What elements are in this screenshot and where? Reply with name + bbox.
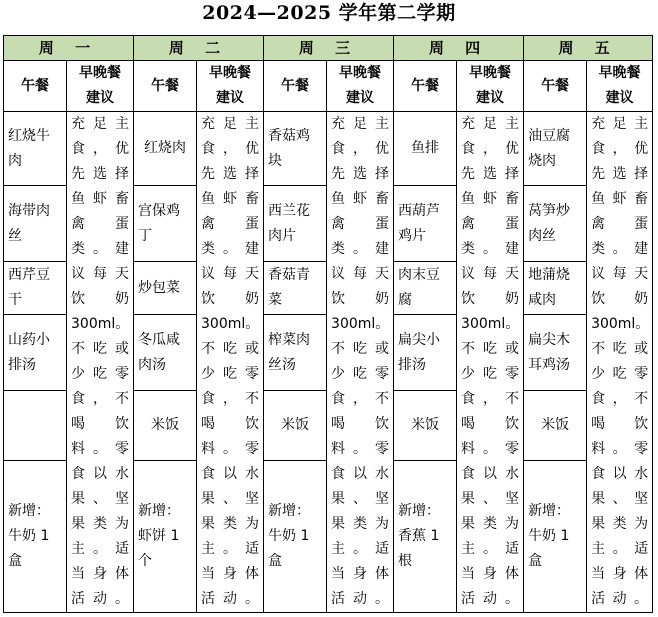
extra-item-cell: 新增：香蕉 1 根 xyxy=(394,460,457,612)
lunch-dish-cell: 扁尖木耳鸡汤 xyxy=(524,315,587,391)
menu-row xyxy=(4,112,653,186)
advice-line: 少吃零 xyxy=(331,366,390,382)
advice-line: 先选择 xyxy=(331,166,390,182)
advice-line: 禽 蛋 xyxy=(461,216,520,232)
advice-line: 少吃零 xyxy=(591,366,649,382)
lunch-dish-cell: 肉末豆腐 xyxy=(394,262,457,315)
advice-line: 禽 蛋 xyxy=(591,216,649,232)
advice-line: 喝 饮 xyxy=(461,416,520,432)
advice-line: 议每天 xyxy=(591,266,649,282)
extra-item-cell: 新增：牛奶 1 盒 xyxy=(264,460,327,612)
advice-line: 果、坚 xyxy=(201,491,260,507)
advice-line: 饮 奶 xyxy=(461,291,520,307)
advice-line: 食，优 xyxy=(201,141,260,157)
advice-line: 议每天 xyxy=(461,266,520,282)
lunch-dish-cell: 油豆腐烧肉 xyxy=(524,112,587,186)
advice-line: 类。建 xyxy=(71,241,130,257)
advice-line: 果、坚 xyxy=(461,491,520,507)
advice-header-line: 建议 xyxy=(476,90,505,106)
meal-advice-cell xyxy=(457,112,524,613)
advice-line: 果类为 xyxy=(591,516,649,532)
advice-line: 先选择 xyxy=(201,166,260,182)
advice-line: 喝 饮 xyxy=(591,416,649,432)
lunch-dish-cell: 西葫芦鸡片 xyxy=(394,186,457,262)
day-header: 周 五 xyxy=(524,36,653,61)
advice-line: 食，优 xyxy=(331,141,390,157)
advice-line: 禽 蛋 xyxy=(71,216,130,232)
lunch-dish-cell: 海带肉丝 xyxy=(4,186,67,262)
advice-header-line: 早晚餐 xyxy=(339,65,382,81)
advice-line: 活动。 xyxy=(591,591,649,607)
lunch-dish-cell: 米饭 xyxy=(264,391,327,460)
advice-line: 类。建 xyxy=(461,241,520,257)
meal-advice-cell xyxy=(67,112,134,613)
lunch-header: 午餐 xyxy=(134,61,197,112)
advice-line: 食，不 xyxy=(201,391,260,407)
lunch-dish-cell: 香菇青菜 xyxy=(264,262,327,315)
advice-line: 少吃零 xyxy=(461,366,520,382)
advice-line: 充足主 xyxy=(591,116,649,132)
advice-line: 不吃或 xyxy=(591,341,649,357)
advice-line: 充足主 xyxy=(71,116,130,132)
advice-line: 喝 饮 xyxy=(331,416,390,432)
advice-line: 主。适 xyxy=(591,541,649,557)
advice-line: 300ml。 xyxy=(71,316,130,332)
advice-line: 300ml。 xyxy=(331,316,390,332)
lunch-dish-cell: 山药小排汤 xyxy=(4,315,67,391)
advice-line: 主。适 xyxy=(71,541,130,557)
lunch-dish-cell: 西芹豆干 xyxy=(4,262,67,315)
lunch-dish-cell: 榨菜肉丝汤 xyxy=(264,315,327,391)
advice-line: 饮 奶 xyxy=(331,291,390,307)
lunch-dish-cell: 香菇鸡块 xyxy=(264,112,327,186)
lunch-header: 午餐 xyxy=(264,61,327,112)
meal-advice-cell xyxy=(197,112,264,613)
advice-line: 果、坚 xyxy=(71,491,130,507)
advice-line: 果、坚 xyxy=(331,491,390,507)
advice-line: 不吃或 xyxy=(71,341,130,357)
advice-line: 类。建 xyxy=(591,241,649,257)
advice-header-line: 早晚餐 xyxy=(79,65,121,81)
advice-line: 果、坚 xyxy=(591,491,649,507)
advice-line: 食，不 xyxy=(71,391,130,407)
day-header: 周 一 xyxy=(4,36,134,61)
advice-header-line: 建议 xyxy=(86,90,114,106)
advice-line: 少吃零 xyxy=(201,366,260,382)
day-header: 周 二 xyxy=(134,36,264,61)
advice-header xyxy=(457,61,524,112)
advice-line: 饮 奶 xyxy=(71,291,130,307)
advice-header-line: 早晚餐 xyxy=(469,65,512,81)
advice-line: 果类为 xyxy=(201,516,260,532)
advice-line: 当身体 xyxy=(71,566,130,582)
advice-line: 活动。 xyxy=(71,591,130,607)
lunch-dish-cell: 米饭 xyxy=(134,391,197,460)
advice-line: 禽 蛋 xyxy=(201,216,260,232)
advice-line: 果类为 xyxy=(71,516,130,532)
extra-item-cell: 新增：虾饼 1 个 xyxy=(134,460,197,612)
advice-line: 先选择 xyxy=(71,166,130,182)
advice-line: 先选择 xyxy=(461,166,520,182)
day-header: 周 四 xyxy=(394,36,524,61)
advice-line: 料。零 xyxy=(461,441,520,457)
advice-line: 料。零 xyxy=(71,441,130,457)
lunch-dish-cell: 米饭 xyxy=(394,391,457,460)
advice-line: 当身体 xyxy=(201,566,260,582)
extra-item-cell: 新增：牛奶 1 盒 xyxy=(4,460,67,612)
advice-line: 喝 饮 xyxy=(71,416,130,432)
advice-line: 料。零 xyxy=(591,441,649,457)
advice-line: 当身体 xyxy=(461,566,520,582)
sub-header-row xyxy=(4,61,653,112)
advice-line: 类。建 xyxy=(331,241,390,257)
advice-line: 鱼虾畜 xyxy=(461,191,520,207)
advice-line: 果类为 xyxy=(331,516,390,532)
advice-line: 议每天 xyxy=(331,266,390,282)
advice-header xyxy=(197,61,264,112)
lunch-header: 午餐 xyxy=(524,61,587,112)
lunch-dish-cell: 鱼排 xyxy=(394,112,457,186)
lunch-dish-cell xyxy=(4,391,67,460)
extra-item-cell: 新增：牛奶 1 盒 xyxy=(524,460,587,612)
advice-line: 食以水 xyxy=(201,466,260,482)
advice-header-line: 早晚餐 xyxy=(209,65,252,81)
advice-line: 食以水 xyxy=(71,466,130,482)
advice-line: 鱼虾畜 xyxy=(591,191,649,207)
advice-line: 当身体 xyxy=(591,566,649,582)
advice-line: 食以水 xyxy=(461,466,520,482)
advice-line: 活动。 xyxy=(201,591,260,607)
advice-line: 食，不 xyxy=(331,391,390,407)
advice-line: 类。建 xyxy=(201,241,260,257)
advice-line: 充足主 xyxy=(331,116,390,132)
advice-line: 鱼虾畜 xyxy=(201,191,260,207)
advice-line: 食以水 xyxy=(591,466,649,482)
day-header: 周 三 xyxy=(264,36,394,61)
advice-line: 饮 奶 xyxy=(201,291,260,307)
lunch-dish-cell: 米饭 xyxy=(524,391,587,460)
advice-line: 先选择 xyxy=(591,166,649,182)
lunch-dish-cell: 红烧牛肉 xyxy=(4,112,67,186)
advice-line: 活动。 xyxy=(331,591,390,607)
advice-header xyxy=(587,61,653,112)
advice-line: 充足主 xyxy=(461,116,520,132)
lunch-header: 午餐 xyxy=(394,61,457,112)
lunch-dish-cell: 地蒲烧咸肉 xyxy=(524,262,587,315)
advice-line: 料。零 xyxy=(201,441,260,457)
lunch-dish-cell: 冬瓜咸肉汤 xyxy=(134,315,197,391)
advice-line: 食，不 xyxy=(591,391,649,407)
page-title: 2024—2025 学年第二学期 xyxy=(202,2,456,24)
advice-header xyxy=(67,61,134,112)
advice-line: 议每天 xyxy=(201,266,260,282)
lunch-dish-cell: 西兰花肉片 xyxy=(264,186,327,262)
lunch-dish-cell: 莴笋炒肉丝 xyxy=(524,186,587,262)
advice-line: 300ml。 xyxy=(201,316,260,332)
advice-line: 饮 奶 xyxy=(591,291,649,307)
meal-advice-cell xyxy=(587,112,653,613)
advice-header-line: 建议 xyxy=(346,90,375,106)
advice-line: 主。适 xyxy=(461,541,520,557)
advice-line: 料。零 xyxy=(331,441,390,457)
advice-header-line: 建议 xyxy=(216,90,245,106)
advice-header-line: 早晚餐 xyxy=(598,65,641,81)
advice-line: 300ml。 xyxy=(591,316,650,332)
advice-line: 禽 蛋 xyxy=(331,216,390,232)
meal-advice-cell xyxy=(327,112,394,613)
lunch-dish-cell: 炒包菜 xyxy=(134,262,197,315)
advice-line: 食，优 xyxy=(591,141,649,157)
advice-line: 主。适 xyxy=(201,541,260,557)
advice-line: 少吃零 xyxy=(71,366,130,382)
advice-line: 食，不 xyxy=(461,391,520,407)
advice-line: 食以水 xyxy=(331,466,390,482)
advice-line: 300ml。 xyxy=(461,316,520,332)
advice-line: 不吃或 xyxy=(461,341,520,357)
advice-line: 喝 饮 xyxy=(201,416,260,432)
advice-line: 鱼虾畜 xyxy=(331,191,390,207)
advice-line: 鱼虾畜 xyxy=(71,191,130,207)
advice-line: 不吃或 xyxy=(331,341,390,357)
advice-line: 食，优 xyxy=(71,141,130,157)
advice-header-line: 建议 xyxy=(605,90,634,106)
advice-header xyxy=(327,61,394,112)
advice-line: 充足主 xyxy=(201,116,260,132)
lunch-dish-cell: 扁尖小排汤 xyxy=(394,315,457,391)
advice-line: 食，优 xyxy=(461,141,520,157)
advice-line: 议每天 xyxy=(71,266,130,282)
advice-line: 当身体 xyxy=(331,566,390,582)
advice-line: 主。适 xyxy=(331,541,390,557)
weekly-menu-table xyxy=(3,35,653,613)
lunch-dish-cell: 红烧肉 xyxy=(134,112,197,186)
lunch-dish-cell: 宫保鸡丁 xyxy=(134,186,197,262)
advice-line: 不吃或 xyxy=(201,341,260,357)
day-header-row xyxy=(4,36,653,61)
advice-line: 果类为 xyxy=(461,516,520,532)
lunch-header: 午餐 xyxy=(4,61,67,112)
advice-line: 活动。 xyxy=(461,591,520,607)
